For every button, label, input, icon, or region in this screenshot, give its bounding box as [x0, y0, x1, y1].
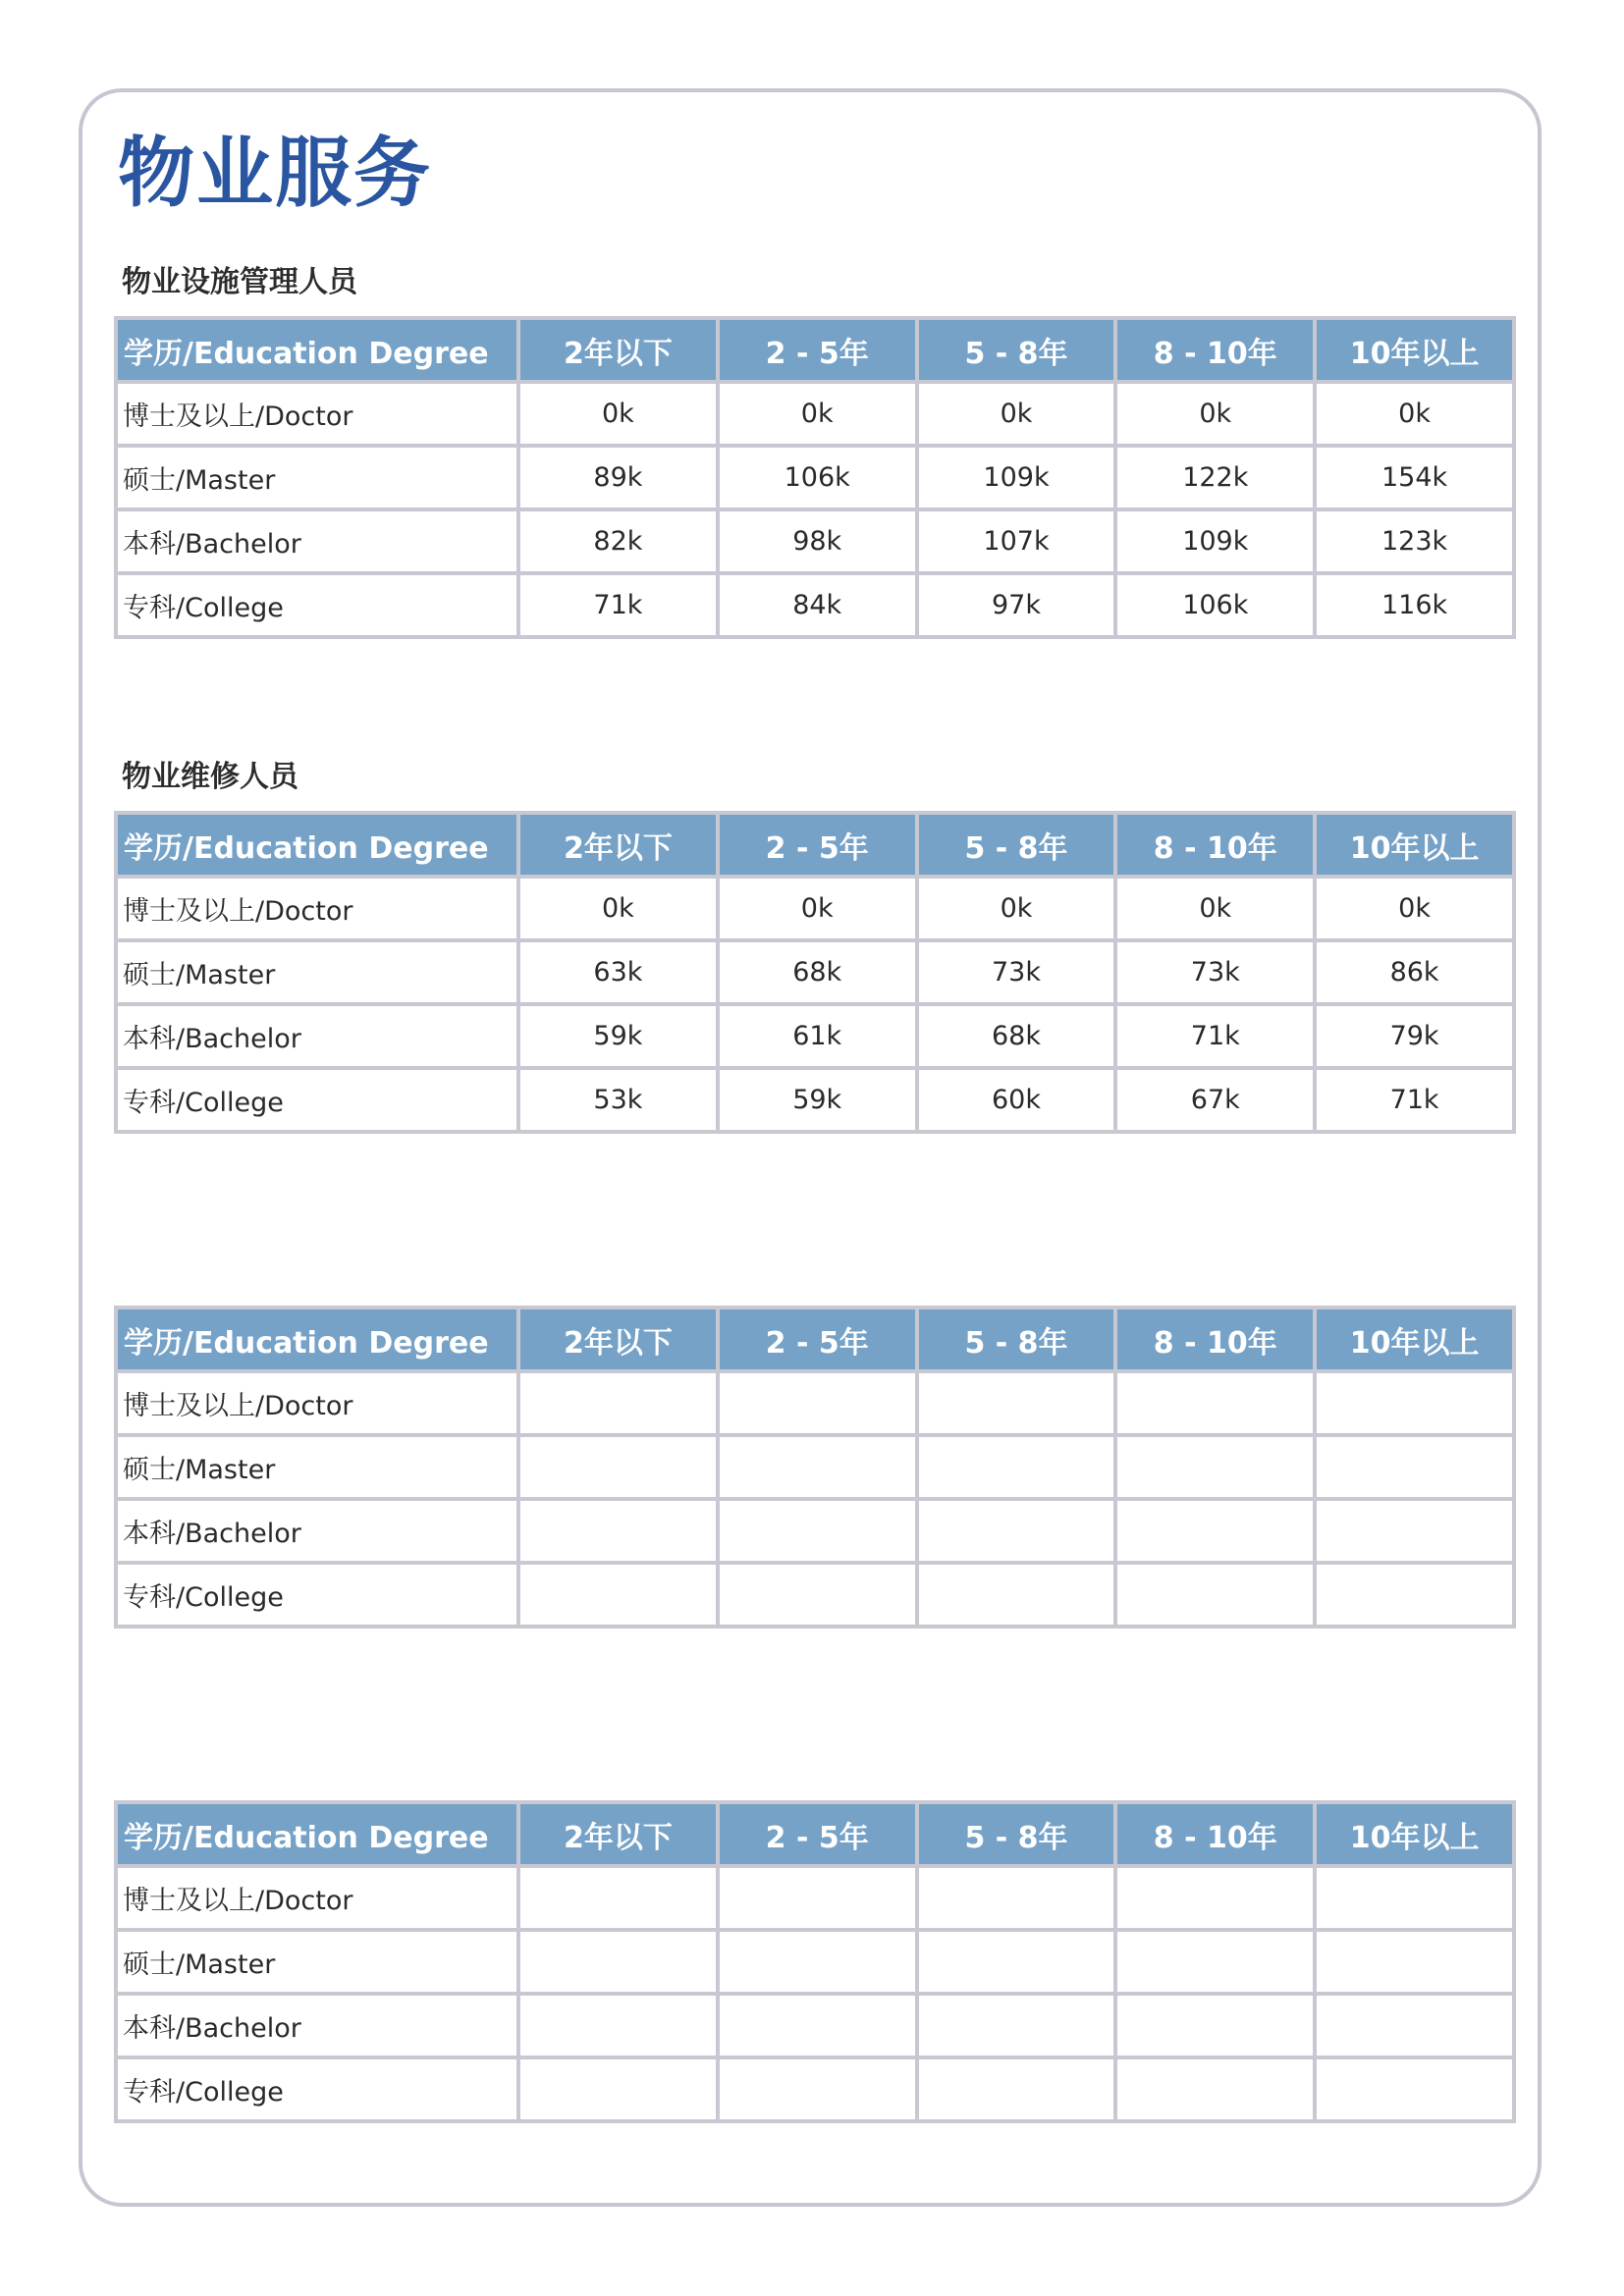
- salary-cell: 86k: [1315, 940, 1514, 1004]
- column-header-2-5-years: 2 - 5年: [718, 813, 917, 877]
- column-header-2-5-years: 2 - 5年: [718, 1308, 917, 1371]
- degree-cell: 硕士/Master: [116, 940, 518, 1004]
- salary-cell: 106k: [718, 446, 917, 509]
- salary-cell: 89k: [518, 446, 718, 509]
- table-row: [116, 446, 1514, 509]
- salary-cell: [718, 1371, 917, 1435]
- column-header-over-10-years: 10年以上: [1315, 813, 1514, 877]
- salary-cell: [518, 1866, 718, 1930]
- degree-cell: 博士及以上/Doctor: [116, 1866, 518, 1930]
- salary-cell: 0k: [1115, 877, 1315, 940]
- table-row: [116, 1866, 1514, 1930]
- salary-cell: 97k: [917, 573, 1116, 637]
- salary-cell: 109k: [917, 446, 1116, 509]
- column-header-under-2-years: 2年以下: [518, 1308, 718, 1371]
- table-row: [116, 877, 1514, 940]
- salary-cell: [518, 1994, 718, 2057]
- table-header-row: [116, 318, 1514, 382]
- salary-cell: [917, 1435, 1116, 1499]
- salary-cell: 63k: [518, 940, 718, 1004]
- degree-cell: 博士及以上/Doctor: [116, 877, 518, 940]
- salary-cell: 84k: [718, 573, 917, 637]
- table-row: [116, 2057, 1514, 2121]
- salary-cell: [718, 1994, 917, 2057]
- salary-cell: 71k: [518, 573, 718, 637]
- degree-cell: 硕士/Master: [116, 1435, 518, 1499]
- degree-cell: 本科/Bachelor: [116, 1004, 518, 1068]
- salary-cell: 0k: [917, 877, 1116, 940]
- salary-cell: 123k: [1315, 509, 1514, 573]
- salary-cell: [718, 2057, 917, 2121]
- salary-cell: [1315, 2057, 1514, 2121]
- page-title: 物业服务: [118, 130, 433, 218]
- salary-cell: 61k: [718, 1004, 917, 1068]
- table-row: [116, 1371, 1514, 1435]
- table-row: [116, 573, 1514, 637]
- salary-cell: [1115, 1371, 1315, 1435]
- degree-cell: 专科/College: [116, 2057, 518, 2121]
- salary-cell: [518, 1499, 718, 1563]
- salary-cell: 122k: [1115, 446, 1315, 509]
- table-row: [116, 1994, 1514, 2057]
- salary-cell: [718, 1435, 917, 1499]
- column-header-over-10-years: 10年以上: [1315, 1802, 1514, 1866]
- column-header-over-10-years: 10年以上: [1315, 318, 1514, 382]
- salary-cell: 98k: [718, 509, 917, 573]
- salary-cell: 59k: [518, 1004, 718, 1068]
- section-title-maintenance-staff: 物业维修人员: [122, 760, 298, 794]
- degree-cell: 专科/College: [116, 573, 518, 637]
- column-header-degree: 学历/Education Degree: [116, 813, 518, 877]
- column-header-2-5-years: 2 - 5年: [718, 318, 917, 382]
- salary-cell: 0k: [518, 877, 718, 940]
- table-row: [116, 382, 1514, 446]
- degree-cell: 博士及以上/Doctor: [116, 382, 518, 446]
- salary-cell: [917, 1563, 1116, 1627]
- column-header-5-8-years: 5 - 8年: [917, 813, 1116, 877]
- column-header-8-10-years: 8 - 10年: [1115, 1308, 1315, 1371]
- table-row: [116, 1930, 1514, 1994]
- degree-cell: 硕士/Master: [116, 446, 518, 509]
- degree-cell: 博士及以上/Doctor: [116, 1371, 518, 1435]
- table-header-row: [116, 1802, 1514, 1866]
- salary-cell: 154k: [1315, 446, 1514, 509]
- salary-cell: [518, 1371, 718, 1435]
- column-header-degree: 学历/Education Degree: [116, 1308, 518, 1371]
- salary-cell: [1115, 1499, 1315, 1563]
- salary-cell: 68k: [718, 940, 917, 1004]
- salary-cell: 53k: [518, 1068, 718, 1132]
- column-header-5-8-years: 5 - 8年: [917, 1802, 1116, 1866]
- salary-cell: [1315, 1994, 1514, 2057]
- salary-cell: 0k: [1315, 877, 1514, 940]
- table-row: [116, 940, 1514, 1004]
- salary-cell: 71k: [1115, 1004, 1315, 1068]
- salary-cell: 67k: [1115, 1068, 1315, 1132]
- salary-cell: [1315, 1371, 1514, 1435]
- salary-table-maintenance-staff: [114, 811, 1516, 1134]
- salary-cell: [518, 1563, 718, 1627]
- table-row: [116, 1563, 1514, 1627]
- salary-cell: [917, 1866, 1116, 1930]
- degree-cell: 专科/College: [116, 1068, 518, 1132]
- salary-cell: [518, 2057, 718, 2121]
- degree-cell: 本科/Bachelor: [116, 1499, 518, 1563]
- salary-cell: 73k: [917, 940, 1116, 1004]
- salary-cell: [917, 1371, 1116, 1435]
- salary-cell: 107k: [917, 509, 1116, 573]
- salary-cell: [1115, 1930, 1315, 1994]
- degree-cell: 专科/College: [116, 1563, 518, 1627]
- salary-cell: 0k: [518, 382, 718, 446]
- salary-cell: 60k: [917, 1068, 1116, 1132]
- table-row: [116, 1499, 1514, 1563]
- column-header-under-2-years: 2年以下: [518, 813, 718, 877]
- column-header-over-10-years: 10年以上: [1315, 1308, 1514, 1371]
- salary-cell: [518, 1930, 718, 1994]
- salary-cell: [1115, 1866, 1315, 1930]
- salary-cell: [1315, 1563, 1514, 1627]
- column-header-5-8-years: 5 - 8年: [917, 318, 1116, 382]
- degree-cell: 本科/Bachelor: [116, 1994, 518, 2057]
- table-header-row: [116, 813, 1514, 877]
- salary-cell: [917, 1930, 1116, 1994]
- salary-table-blank-1: [114, 1306, 1516, 1629]
- salary-cell: [917, 1994, 1116, 2057]
- degree-cell: 硕士/Master: [116, 1930, 518, 1994]
- salary-cell: 0k: [1115, 382, 1315, 446]
- column-header-8-10-years: 8 - 10年: [1115, 1802, 1315, 1866]
- salary-cell: [917, 2057, 1116, 2121]
- table-row: [116, 509, 1514, 573]
- column-header-degree: 学历/Education Degree: [116, 1802, 518, 1866]
- salary-cell: 82k: [518, 509, 718, 573]
- column-header-8-10-years: 8 - 10年: [1115, 813, 1315, 877]
- table-row: [116, 1004, 1514, 1068]
- column-header-2-5-years: 2 - 5年: [718, 1802, 917, 1866]
- salary-table-blank-2: [114, 1800, 1516, 2123]
- salary-cell: [1315, 1435, 1514, 1499]
- salary-cell: [917, 1499, 1116, 1563]
- table-header-row: [116, 1308, 1514, 1371]
- salary-cell: 73k: [1115, 940, 1315, 1004]
- degree-cell: 本科/Bachelor: [116, 509, 518, 573]
- salary-cell: 68k: [917, 1004, 1116, 1068]
- salary-cell: [718, 1930, 917, 1994]
- column-header-8-10-years: 8 - 10年: [1115, 318, 1315, 382]
- salary-cell: 0k: [718, 382, 917, 446]
- section-title-facility-managers: 物业设施管理人员: [122, 265, 357, 299]
- salary-table-facility-managers: [114, 316, 1516, 639]
- salary-cell: [1315, 1499, 1514, 1563]
- salary-cell: 79k: [1315, 1004, 1514, 1068]
- salary-cell: 106k: [1115, 573, 1315, 637]
- salary-cell: [718, 1866, 917, 1930]
- column-header-5-8-years: 5 - 8年: [917, 1308, 1116, 1371]
- salary-cell: 59k: [718, 1068, 917, 1132]
- column-header-degree: 学历/Education Degree: [116, 318, 518, 382]
- salary-cell: [1315, 1866, 1514, 1930]
- salary-cell: [1115, 2057, 1315, 2121]
- salary-cell: [718, 1499, 917, 1563]
- salary-cell: 71k: [1315, 1068, 1514, 1132]
- salary-cell: [718, 1563, 917, 1627]
- salary-cell: 0k: [718, 877, 917, 940]
- salary-cell: [1115, 1435, 1315, 1499]
- salary-cell: 116k: [1315, 573, 1514, 637]
- salary-cell: 0k: [917, 382, 1116, 446]
- table-row: [116, 1435, 1514, 1499]
- salary-cell: 0k: [1315, 382, 1514, 446]
- salary-cell: [1315, 1930, 1514, 1994]
- column-header-under-2-years: 2年以下: [518, 1802, 718, 1866]
- salary-cell: 109k: [1115, 509, 1315, 573]
- salary-cell: [1115, 1994, 1315, 2057]
- salary-cell: [518, 1435, 718, 1499]
- table-row: [116, 1068, 1514, 1132]
- salary-cell: [1115, 1563, 1315, 1627]
- column-header-under-2-years: 2年以下: [518, 318, 718, 382]
